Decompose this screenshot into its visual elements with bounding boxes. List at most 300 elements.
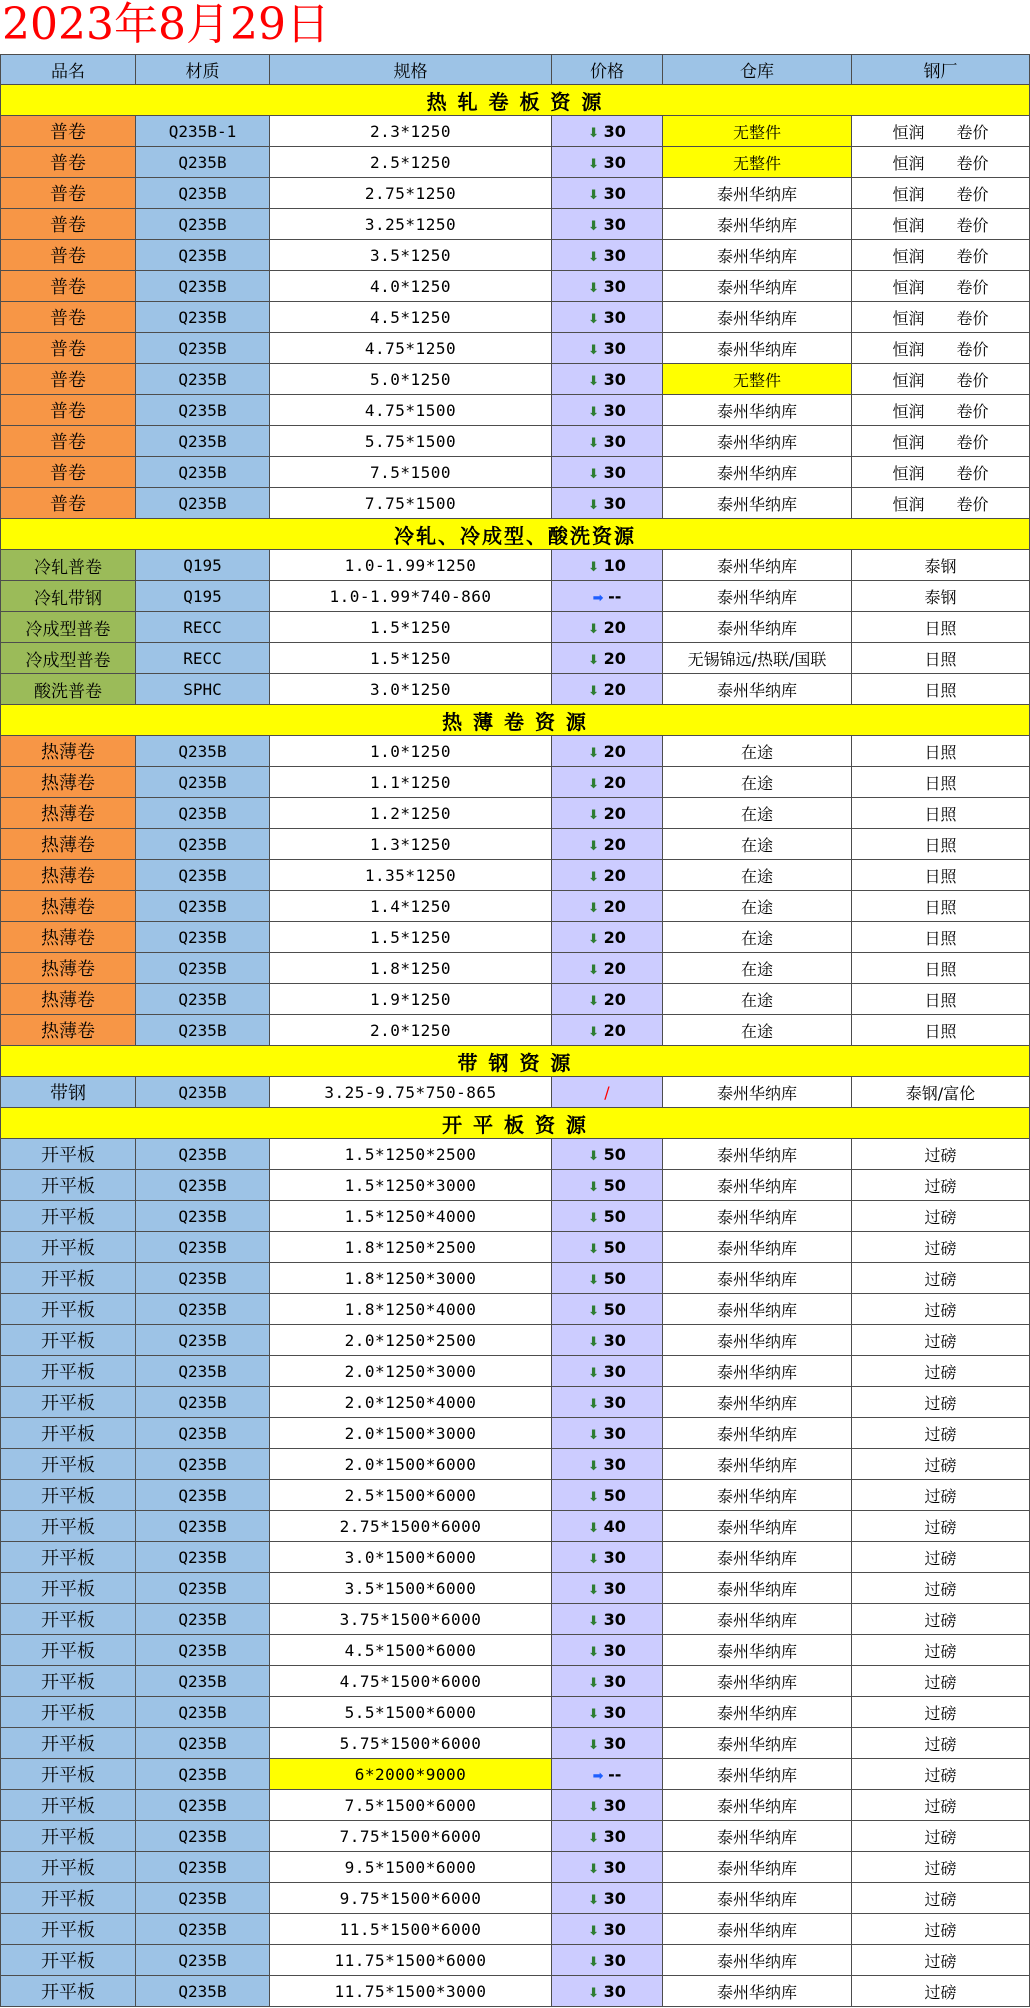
mill-cell: 过磅 xyxy=(852,1976,1030,2007)
price-value: 10 xyxy=(603,555,626,575)
price-cell xyxy=(552,581,663,612)
down-arrow-icon: ⬇ xyxy=(588,1799,604,1815)
product-name-cell: 普卷 xyxy=(1,333,136,364)
mill-cell: 过磅 xyxy=(852,1573,1030,1604)
material-cell: Q235B xyxy=(136,1976,270,2007)
price-value: 30 xyxy=(603,400,626,420)
down-arrow-icon: ⬇ xyxy=(588,125,604,141)
warehouse-cell: 在途 xyxy=(663,798,852,829)
product-name-cell: 普卷 xyxy=(1,209,136,240)
mill-cell: 日照 xyxy=(852,612,1030,643)
spec-cell: 2.0*1500*6000 xyxy=(270,1449,552,1480)
price-cell xyxy=(552,767,663,798)
product-name-cell: 普卷 xyxy=(1,364,136,395)
mill-cell: 恒润 卷价 xyxy=(852,271,1030,302)
spec-cell: 2.5*1500*6000 xyxy=(270,1480,552,1511)
material-cell: Q235B xyxy=(136,1294,270,1325)
material-cell: Q235B xyxy=(136,736,270,767)
mill-cell: 泰钢 xyxy=(852,550,1030,581)
spec-cell: 6*2000*9000 xyxy=(270,1759,552,1790)
price-list-table xyxy=(0,54,1030,2007)
mill-cell: 过磅 xyxy=(852,1945,1030,1976)
down-arrow-icon: ⬇ xyxy=(588,1706,604,1722)
down-arrow-icon: ⬇ xyxy=(588,187,604,203)
product-name-cell: 热薄卷 xyxy=(1,736,136,767)
price-value: 30 xyxy=(603,183,626,203)
table-row xyxy=(1,1139,1030,1170)
mill-cell: 日照 xyxy=(852,643,1030,674)
price-value: 30 xyxy=(603,1361,626,1381)
table-row xyxy=(1,302,1030,333)
product-name-cell: 开平板 xyxy=(1,1635,136,1666)
down-arrow-icon: ⬇ xyxy=(588,1923,604,1939)
material-cell: Q235B xyxy=(136,1666,270,1697)
price-cell xyxy=(552,426,663,457)
table-row xyxy=(1,984,1030,1015)
table-row xyxy=(1,1914,1030,1945)
price-value: 30 xyxy=(603,1671,626,1691)
product-name-cell: 开平板 xyxy=(1,1232,136,1263)
price-cell xyxy=(552,302,663,333)
spec-cell: 5.0*1250 xyxy=(270,364,552,395)
table-row xyxy=(1,1418,1030,1449)
table-row xyxy=(1,147,1030,178)
material-cell: Q235B xyxy=(136,767,270,798)
price-cell xyxy=(552,860,663,891)
price-value: 20 xyxy=(603,617,626,637)
product-name-cell: 开平板 xyxy=(1,1201,136,1232)
price-cell xyxy=(552,1666,663,1697)
spec-cell: 2.75*1250 xyxy=(270,178,552,209)
product-name-cell: 冷成型普卷 xyxy=(1,612,136,643)
table-row xyxy=(1,581,1030,612)
price-cell xyxy=(552,1325,663,1356)
price-cell xyxy=(552,1356,663,1387)
down-arrow-icon: ⬇ xyxy=(588,869,604,885)
product-name-cell: 开平板 xyxy=(1,1139,136,1170)
table-row xyxy=(1,1790,1030,1821)
table-row xyxy=(1,953,1030,984)
price-value: 30 xyxy=(603,1826,626,1846)
spec-cell: 1.5*1250*4000 xyxy=(270,1201,552,1232)
down-arrow-icon: ⬇ xyxy=(588,280,604,296)
material-cell: Q235B xyxy=(136,1759,270,1790)
spec-cell: 3.25-9.75*750-865 xyxy=(270,1077,552,1108)
mill-cell: 日照 xyxy=(852,860,1030,891)
product-name-cell: 开平板 xyxy=(1,1325,136,1356)
mill-cell: 恒润 卷价 xyxy=(852,178,1030,209)
price-cell xyxy=(552,116,663,147)
table-row xyxy=(1,1449,1030,1480)
mill-cell: 恒润 卷价 xyxy=(852,147,1030,178)
price-value: 50 xyxy=(603,1206,626,1226)
mill-cell: 过磅 xyxy=(852,1790,1030,1821)
product-name-cell: 冷轧带钢 xyxy=(1,581,136,612)
price-value: 50 xyxy=(603,1299,626,1319)
spec-cell: 1.8*1250*3000 xyxy=(270,1263,552,1294)
mill-cell: 过磅 xyxy=(852,1294,1030,1325)
price-value: 30 xyxy=(603,1423,626,1443)
table-row xyxy=(1,1015,1030,1046)
spec-cell: 2.0*1250 xyxy=(270,1015,552,1046)
price-cell xyxy=(552,1604,663,1635)
warehouse-cell: 泰州华纳库 xyxy=(663,1139,852,1170)
table-row xyxy=(1,271,1030,302)
price-value: 20 xyxy=(603,865,626,885)
price-value: 30 xyxy=(603,462,626,482)
down-arrow-icon: ⬇ xyxy=(588,1427,604,1443)
spec-cell: 1.1*1250 xyxy=(270,767,552,798)
table-row xyxy=(1,1170,1030,1201)
material-cell: Q235B xyxy=(136,209,270,240)
price-value: 30 xyxy=(603,1609,626,1629)
price-cell xyxy=(552,178,663,209)
warehouse-cell: 泰州华纳库 xyxy=(663,426,852,457)
header-cell-mill: 钢厂 xyxy=(852,55,1030,85)
table-row xyxy=(1,1201,1030,1232)
material-cell: Q235B xyxy=(136,1945,270,1976)
product-name-cell: 热薄卷 xyxy=(1,953,136,984)
mill-cell: 恒润 卷价 xyxy=(852,209,1030,240)
price-cell xyxy=(552,1790,663,1821)
price-value: 30 xyxy=(603,1578,626,1598)
price-cell xyxy=(552,922,663,953)
warehouse-cell: 无整件 xyxy=(663,147,852,178)
table-row xyxy=(1,116,1030,147)
down-arrow-icon: ⬇ xyxy=(588,1551,604,1567)
warehouse-cell: 泰州华纳库 xyxy=(663,612,852,643)
table-row xyxy=(1,643,1030,674)
product-name-cell: 热薄卷 xyxy=(1,829,136,860)
warehouse-cell: 在途 xyxy=(663,829,852,860)
down-arrow-icon: ⬇ xyxy=(588,652,604,668)
product-name-cell: 热薄卷 xyxy=(1,767,136,798)
price-value: 50 xyxy=(603,1237,626,1257)
table-row xyxy=(1,426,1030,457)
mill-cell: 过磅 xyxy=(852,1542,1030,1573)
down-arrow-icon: ⬇ xyxy=(588,1148,604,1164)
down-arrow-icon: ⬇ xyxy=(588,1210,604,1226)
price-cell xyxy=(552,395,663,426)
mill-cell: 日照 xyxy=(852,891,1030,922)
warehouse-cell: 泰州华纳库 xyxy=(663,550,852,581)
spec-cell: 3.0*1250 xyxy=(270,674,552,705)
warehouse-cell: 泰州华纳库 xyxy=(663,1263,852,1294)
price-value: 50 xyxy=(603,1268,626,1288)
section-header-row xyxy=(1,85,1030,116)
price-value: 20 xyxy=(603,927,626,947)
price-value: 30 xyxy=(603,1981,626,2001)
product-name-cell: 开平板 xyxy=(1,1480,136,1511)
table-row xyxy=(1,550,1030,581)
spec-cell: 1.0-1.99*1250 xyxy=(270,550,552,581)
price-value: / xyxy=(604,1082,610,1102)
price-value: 30 xyxy=(603,338,626,358)
warehouse-cell: 泰州华纳库 xyxy=(663,1914,852,1945)
material-cell: RECC xyxy=(136,643,270,674)
price-cell xyxy=(552,798,663,829)
warehouse-cell: 泰州华纳库 xyxy=(663,1201,852,1232)
warehouse-cell: 泰州华纳库 xyxy=(663,209,852,240)
warehouse-cell: 无整件 xyxy=(663,364,852,395)
mill-cell: 过磅 xyxy=(852,1449,1030,1480)
price-cell xyxy=(552,1232,663,1263)
down-arrow-icon: ⬇ xyxy=(588,993,604,1009)
down-arrow-icon: ⬇ xyxy=(588,1489,604,1505)
header-cell-material: 材质 xyxy=(136,55,270,85)
table-row xyxy=(1,1232,1030,1263)
price-cell xyxy=(552,829,663,860)
warehouse-cell: 在途 xyxy=(663,1015,852,1046)
warehouse-cell: 泰州华纳库 xyxy=(663,1480,852,1511)
table-row xyxy=(1,767,1030,798)
down-arrow-icon: ⬇ xyxy=(588,1954,604,1970)
price-value: 30 xyxy=(603,1640,626,1660)
material-cell: Q235B xyxy=(136,333,270,364)
product-name-cell: 开平板 xyxy=(1,1883,136,1914)
material-cell: Q235B xyxy=(136,302,270,333)
material-cell: Q235B xyxy=(136,271,270,302)
material-cell: Q235B xyxy=(136,240,270,271)
warehouse-cell: 泰州华纳库 xyxy=(663,395,852,426)
spec-cell: 1.5*1250 xyxy=(270,643,552,674)
down-arrow-icon: ⬇ xyxy=(588,1396,604,1412)
product-name-cell: 开平板 xyxy=(1,1666,136,1697)
mill-cell: 日照 xyxy=(852,798,1030,829)
product-name-cell: 带钢 xyxy=(1,1077,136,1108)
warehouse-cell: 泰州华纳库 xyxy=(663,1356,852,1387)
spec-cell: 4.0*1250 xyxy=(270,271,552,302)
price-value: 50 xyxy=(603,1175,626,1195)
price-cell xyxy=(552,1976,663,2007)
product-name-cell: 热薄卷 xyxy=(1,798,136,829)
mill-cell: 恒润 卷价 xyxy=(852,333,1030,364)
product-name-cell: 热薄卷 xyxy=(1,1015,136,1046)
table-row xyxy=(1,1976,1030,2007)
table-row xyxy=(1,1728,1030,1759)
warehouse-cell: 泰州华纳库 xyxy=(663,488,852,519)
price-cell xyxy=(552,1170,663,1201)
table-row xyxy=(1,457,1030,488)
material-cell: Q235B xyxy=(136,1170,270,1201)
spec-cell: 3.5*1500*6000 xyxy=(270,1573,552,1604)
price-value: 30 xyxy=(603,1330,626,1350)
mill-cell: 过磅 xyxy=(852,1604,1030,1635)
material-cell: Q235B xyxy=(136,364,270,395)
material-cell: Q195 xyxy=(136,550,270,581)
product-name-cell: 开平板 xyxy=(1,1449,136,1480)
table-row xyxy=(1,1666,1030,1697)
mill-cell: 过磅 xyxy=(852,1418,1030,1449)
product-name-cell: 开平板 xyxy=(1,1387,136,1418)
price-cell xyxy=(552,1511,663,1542)
header-cell-price: 价格 xyxy=(552,55,663,85)
spec-cell: 1.2*1250 xyxy=(270,798,552,829)
down-arrow-icon: ⬇ xyxy=(588,931,604,947)
warehouse-cell: 在途 xyxy=(663,953,852,984)
table-row xyxy=(1,798,1030,829)
price-value: 30 xyxy=(603,369,626,389)
product-name-cell: 普卷 xyxy=(1,240,136,271)
material-cell: Q235B xyxy=(136,1573,270,1604)
down-arrow-icon: ⬇ xyxy=(588,776,604,792)
warehouse-cell: 泰州华纳库 xyxy=(663,1294,852,1325)
warehouse-cell: 泰州华纳库 xyxy=(663,1883,852,1914)
price-cell xyxy=(552,1852,663,1883)
product-name-cell: 开平板 xyxy=(1,1542,136,1573)
material-cell: Q235B-1 xyxy=(136,116,270,147)
section-header-row xyxy=(1,705,1030,736)
warehouse-cell: 泰州华纳库 xyxy=(663,1449,852,1480)
mill-cell: 过磅 xyxy=(852,1821,1030,1852)
price-cell xyxy=(552,1883,663,1914)
material-cell: Q235B xyxy=(136,1852,270,1883)
spec-cell: 1.5*1250*2500 xyxy=(270,1139,552,1170)
material-cell: Q235B xyxy=(136,395,270,426)
table-row xyxy=(1,1759,1030,1790)
section-header-row xyxy=(1,1108,1030,1139)
spec-cell: 1.5*1250 xyxy=(270,922,552,953)
mill-cell: 过磅 xyxy=(852,1480,1030,1511)
mill-cell: 过磅 xyxy=(852,1170,1030,1201)
product-name-cell: 开平板 xyxy=(1,1790,136,1821)
section-title: 开 平 板 资 源 xyxy=(1,1108,1030,1139)
price-cell xyxy=(552,271,663,302)
product-name-cell: 开平板 xyxy=(1,1294,136,1325)
mill-cell: 恒润 卷价 xyxy=(852,426,1030,457)
price-cell xyxy=(552,736,663,767)
down-arrow-icon: ⬇ xyxy=(588,497,604,513)
material-cell: Q235B xyxy=(136,147,270,178)
warehouse-cell: 在途 xyxy=(663,736,852,767)
table-row xyxy=(1,1356,1030,1387)
spec-cell: 3.0*1500*6000 xyxy=(270,1542,552,1573)
price-value: 20 xyxy=(603,958,626,978)
down-arrow-icon: ⬇ xyxy=(588,1458,604,1474)
price-cell xyxy=(552,1821,663,1852)
product-name-cell: 开平板 xyxy=(1,1945,136,1976)
spec-cell: 3.75*1500*6000 xyxy=(270,1604,552,1635)
warehouse-cell: 泰州华纳库 xyxy=(663,1728,852,1759)
product-name-cell: 普卷 xyxy=(1,302,136,333)
warehouse-cell: 泰州华纳库 xyxy=(663,1232,852,1263)
down-arrow-icon: ⬇ xyxy=(588,1520,604,1536)
product-name-cell: 开平板 xyxy=(1,1511,136,1542)
section-title: 冷轧、冷成型、酸洗资源 xyxy=(1,519,1030,550)
spec-cell: 4.5*1500*6000 xyxy=(270,1635,552,1666)
price-value: 30 xyxy=(603,1547,626,1567)
price-cell xyxy=(552,364,663,395)
warehouse-cell: 泰州华纳库 xyxy=(663,302,852,333)
table-row xyxy=(1,922,1030,953)
mill-cell: 泰钢/富伦 xyxy=(852,1077,1030,1108)
material-cell: Q235B xyxy=(136,891,270,922)
product-name-cell: 热薄卷 xyxy=(1,922,136,953)
down-arrow-icon: ⬇ xyxy=(588,1737,604,1753)
material-cell: Q235B xyxy=(136,178,270,209)
material-cell: Q235B xyxy=(136,1139,270,1170)
down-arrow-icon: ⬇ xyxy=(588,1179,604,1195)
price-cell xyxy=(552,457,663,488)
mill-cell: 过磅 xyxy=(852,1852,1030,1883)
down-arrow-icon: ⬇ xyxy=(588,745,604,761)
warehouse-cell: 泰州华纳库 xyxy=(663,271,852,302)
spec-cell: 4.75*1500*6000 xyxy=(270,1666,552,1697)
spec-cell: 2.5*1250 xyxy=(270,147,552,178)
table-row xyxy=(1,1697,1030,1728)
header-cell-name: 品名 xyxy=(1,55,136,85)
mill-cell: 恒润 卷价 xyxy=(852,116,1030,147)
price-list-body xyxy=(1,55,1030,2007)
product-name-cell: 开平板 xyxy=(1,1759,136,1790)
down-arrow-icon: ⬇ xyxy=(588,156,604,172)
mill-cell: 过磅 xyxy=(852,1883,1030,1914)
price-value: -- xyxy=(608,1764,622,1784)
price-value: 50 xyxy=(603,1144,626,1164)
spec-cell: 7.5*1500*6000 xyxy=(270,1790,552,1821)
material-cell: Q235B xyxy=(136,1263,270,1294)
price-cell xyxy=(552,953,663,984)
mill-cell: 过磅 xyxy=(852,1263,1030,1294)
spec-cell: 11.75*1500*6000 xyxy=(270,1945,552,1976)
down-arrow-icon: ⬇ xyxy=(588,249,604,265)
section-header-row xyxy=(1,519,1030,550)
price-value: 20 xyxy=(603,772,626,792)
down-arrow-icon: ⬇ xyxy=(588,404,604,420)
spec-cell: 2.0*1250*4000 xyxy=(270,1387,552,1418)
mill-cell: 过磅 xyxy=(852,1697,1030,1728)
spec-cell: 5.75*1500*6000 xyxy=(270,1728,552,1759)
material-cell: Q235B xyxy=(136,1356,270,1387)
table-row xyxy=(1,364,1030,395)
product-name-cell: 开平板 xyxy=(1,1170,136,1201)
spec-cell: 11.5*1500*6000 xyxy=(270,1914,552,1945)
down-arrow-icon: ⬇ xyxy=(588,683,604,699)
price-value: 30 xyxy=(603,1950,626,1970)
material-cell: Q235B xyxy=(136,1914,270,1945)
spec-cell: 4.5*1250 xyxy=(270,302,552,333)
table-row xyxy=(1,612,1030,643)
spec-cell: 3.25*1250 xyxy=(270,209,552,240)
price-cell xyxy=(552,240,663,271)
warehouse-cell: 泰州华纳库 xyxy=(663,240,852,271)
down-arrow-icon: ⬇ xyxy=(588,1365,604,1381)
mill-cell: 过磅 xyxy=(852,1139,1030,1170)
material-cell: Q235B xyxy=(136,457,270,488)
mill-cell: 日照 xyxy=(852,984,1030,1015)
product-name-cell: 开平板 xyxy=(1,1728,136,1759)
price-cell xyxy=(552,1480,663,1511)
mill-cell: 过磅 xyxy=(852,1356,1030,1387)
warehouse-cell: 泰州华纳库 xyxy=(663,1077,852,1108)
warehouse-cell: 泰州华纳库 xyxy=(663,1635,852,1666)
warehouse-cell: 在途 xyxy=(663,922,852,953)
material-cell: Q235B xyxy=(136,1480,270,1511)
spec-cell: 9.75*1500*6000 xyxy=(270,1883,552,1914)
spec-cell: 5.5*1500*6000 xyxy=(270,1697,552,1728)
warehouse-cell: 泰州华纳库 xyxy=(663,1666,852,1697)
table-row xyxy=(1,1077,1030,1108)
spec-cell: 2.0*1250*2500 xyxy=(270,1325,552,1356)
price-value: 20 xyxy=(603,989,626,1009)
section-title: 热 轧 卷 板 资 源 xyxy=(1,85,1030,116)
mill-cell: 过磅 xyxy=(852,1635,1030,1666)
warehouse-cell: 泰州华纳库 xyxy=(663,178,852,209)
warehouse-cell: 在途 xyxy=(663,767,852,798)
mill-cell: 恒润 卷价 xyxy=(852,364,1030,395)
table-row xyxy=(1,736,1030,767)
down-arrow-icon: ⬇ xyxy=(588,373,604,389)
